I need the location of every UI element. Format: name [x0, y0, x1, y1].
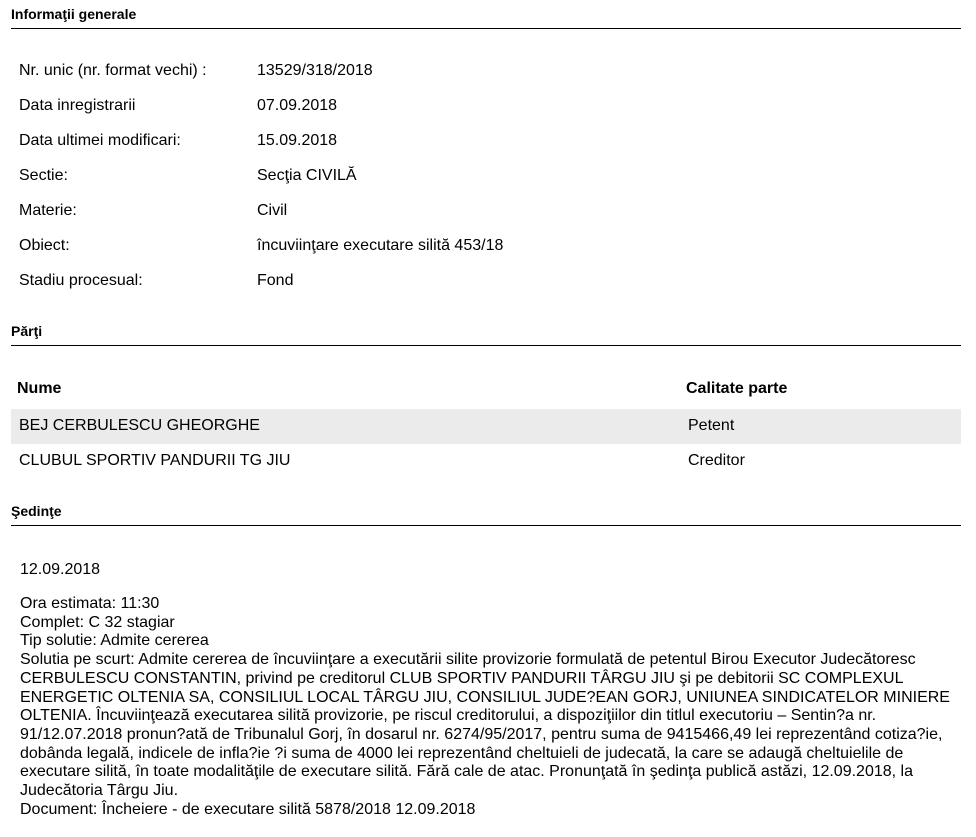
- hearing-panel: Complet: C 32 stagiar: [20, 613, 175, 631]
- hearing-date: 12.09.2018: [20, 561, 101, 578]
- info-label: Obiect:: [19, 237, 70, 254]
- info-label: Data inregistrarii: [19, 97, 136, 114]
- info-label: Sectie:: [19, 167, 68, 184]
- hearing-time: Ora estimata: 11:30: [20, 595, 160, 612]
- hearing-document: Document: Încheiere - de executare silită 5878/2018 12.09.2018: [20, 800, 476, 818]
- info-value: Fond: [257, 272, 294, 289]
- info-value: Secţia CIVILĂ: [257, 167, 357, 184]
- hearing-solution-summary: Solutia pe scurt: Admite cererea de încuviinţare a executării silite provizorie formulată de petentul Birou Executor Judecătoresc CERBULESCU CONSTANTIN, privind pe creditorul CLUB SPORTIV PANDURII TÂRGU JIU şi pe debitorii SC COMPLEXUL ENERGETIC OLTENIA SA, CONSILIUL LOCAL TÂRGU JIU, CONSILIUL JUDE?EAN GORJ, UNIUNEA SINDICATELOR MINIERE OLTENIA. Încuviinţează executarea silită provizorie, pe riscul creditorului, a dispoziţiilor din titlul executoriu – Sentin?a nr. 91/12.07.2018 pronun?ată de Tribunalul Gorj, în dosarul nr. 6274/95/2017, pentru suma de 9415466,49 lei reprezentând cotiza?ie, dobânda legală, indicele de infla?ie ?i suma de 4000 lei reprezentând cheltuieli de judecată, la care se adaugă cheltuielile de executare silită, în toate modalităţile de executare silită. Fără cale de atac. Pronunţată în şedinţa publică astăzi, 12.09.2018, la Judecătoria Târgu Jiu.: [20, 651, 950, 800]
- parties-heading: Părţi: [11, 323, 961, 346]
- info-label: Data ultimei modificari:: [19, 132, 181, 149]
- column-header-name: Nume: [17, 380, 62, 397]
- party-role: Petent: [688, 417, 735, 434]
- hearing-details: [20, 595, 960, 819]
- parties-table-header: [11, 374, 961, 404]
- column-header-role: Calitate parte: [686, 380, 788, 397]
- info-label: Nr. unic (nr. format vechi) :: [19, 62, 207, 79]
- table-row: [11, 444, 961, 479]
- info-value: 07.09.2018: [257, 97, 338, 114]
- info-label: Stadiu procesual:: [19, 272, 143, 289]
- party-name: BEJ CERBULESCU GHEORGHE: [19, 417, 260, 434]
- info-value: încuviinţare executare silită 453/18: [257, 237, 504, 254]
- general-info-heading: Informaţii generale: [11, 6, 961, 29]
- info-value: 13529/318/2018: [257, 62, 373, 79]
- info-value: 15.09.2018: [257, 132, 338, 149]
- party-name: CLUBUL SPORTIV PANDURII TG JIU: [19, 452, 291, 469]
- table-row: [11, 409, 961, 444]
- info-value: Civil: [257, 202, 288, 219]
- party-role: Creditor: [688, 452, 745, 469]
- hearings-heading: Şedinţe: [11, 503, 961, 526]
- info-label: Materie:: [19, 202, 77, 219]
- hearing-solution-type: Tip solutie: Admite cererea: [20, 632, 209, 650]
